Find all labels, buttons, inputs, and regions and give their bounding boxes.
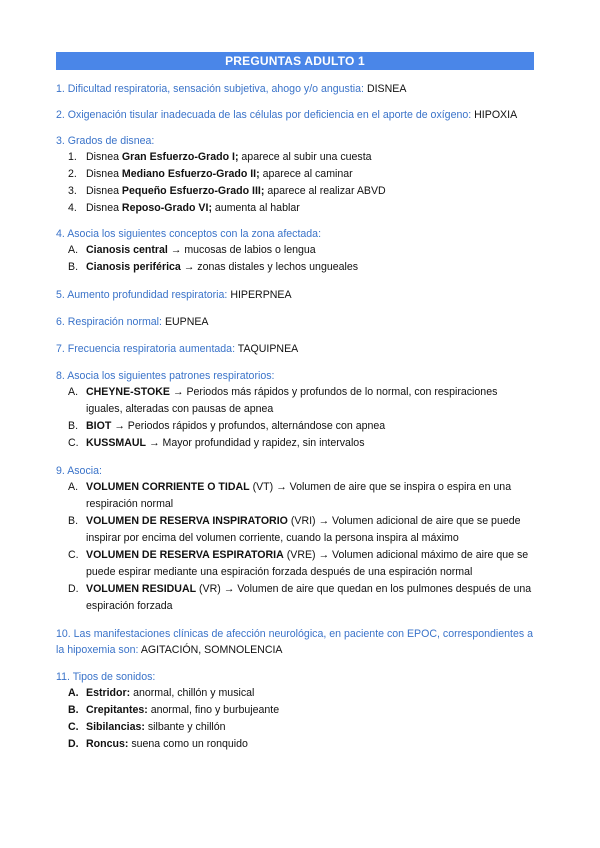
question-6 (56, 314, 534, 330)
item-description: anormal, fino y burbujeante (147, 704, 280, 716)
item-description: aparece al subir una cuesta (238, 151, 372, 163)
item-prefix: Disnea (86, 151, 122, 163)
list-item (56, 384, 534, 418)
list-item (56, 685, 534, 702)
item-term: Pequeño Esfuerzo-Grado III; (121, 185, 265, 197)
item-description: → zonas distales y lechos ungueales (180, 261, 359, 273)
list-item (56, 149, 534, 166)
list-marker: 1. (68, 151, 77, 163)
list-item (56, 702, 534, 719)
question-9 (56, 463, 534, 615)
question-6-text: 6. Respiración normal: (56, 316, 162, 328)
question-10 (56, 626, 534, 658)
item-term: Estridor: (86, 687, 131, 699)
question-1-text: 1. Dificultad respiratoria, sensación subjetiva, ahogo y/o angustia: (56, 83, 364, 95)
question-7-text: 7. Frecuencia respiratoria aumentada: (56, 343, 236, 355)
item-prefix: Disnea (86, 202, 122, 214)
question-6-answer: EUPNEA (164, 316, 209, 328)
item-term: Sibilancias: (86, 721, 145, 733)
list-item (56, 259, 534, 276)
question-7-answer: TAQUIPNEA (237, 343, 299, 355)
list-item (56, 183, 534, 200)
list-item (56, 435, 534, 452)
question-5-answer: HIPERPNEA (230, 289, 292, 301)
question-1-answer: DISNEA (366, 83, 407, 95)
item-prefix: Disnea (86, 185, 122, 197)
list-item (56, 719, 534, 736)
page-title: PREGUNTAS ADULTO 1 (56, 52, 534, 70)
question-4-list (56, 242, 534, 276)
list-item (56, 736, 534, 753)
question-7 (56, 341, 534, 357)
list-item (56, 166, 534, 183)
item-description: (VT) → Volumen de aire que se inspira o espira en una respiración normal (86, 481, 512, 510)
list-item (56, 513, 534, 547)
question-9-list (56, 479, 534, 615)
item-term: Mediano Esfuerzo-Grado II; (121, 168, 260, 180)
question-8 (56, 368, 534, 452)
item-term: Gran Esfuerzo-Grado I; (121, 151, 239, 163)
list-marker: A. (68, 687, 79, 699)
item-description: (VRE) → Volumen adicional máximo de aire que se puede espirar mediante una espiración forzada después de una espiración normal (86, 549, 529, 578)
list-marker: A. (68, 386, 79, 398)
question-5-text: 5. Aumento profundidad respiratoria: (56, 289, 228, 301)
item-term: Roncus: (86, 738, 129, 750)
list-item (56, 479, 534, 513)
question-11 (56, 669, 534, 753)
item-description: suena como un ronquido (128, 738, 248, 750)
list-marker: 3. (68, 185, 77, 197)
item-description: silbante y chillón (144, 721, 226, 733)
item-description: → Periodos más rápidos y profundos de lo normal, con respiraciones iguales, alteradas con pausas de apnea (86, 386, 498, 415)
question-8-text: 8. Asocia los siguientes patrones respiratorios: (56, 370, 275, 382)
item-description: → Mayor profundidad y rapidez, sin intervalos (146, 437, 365, 449)
item-term: VOLUMEN CORRIENTE O TIDAL (86, 481, 250, 493)
list-item (56, 242, 534, 259)
item-description: → mucosas de labios o lengua (167, 244, 316, 256)
list-marker: B. (68, 420, 79, 432)
list-marker: B. (68, 261, 79, 273)
question-1 (56, 81, 534, 97)
item-term: VOLUMEN RESIDUAL (86, 583, 197, 595)
question-4 (56, 226, 534, 276)
list-marker: A. (68, 481, 79, 493)
list-marker: C. (68, 437, 79, 449)
question-3-list (56, 149, 534, 217)
question-10-text: 10. Las manifestaciones clínicas de afección neurológica, en paciente con EPOC, correspondientes a la hipoxemia son: (56, 628, 534, 656)
document-page (56, 52, 534, 753)
list-marker: B. (68, 515, 79, 527)
list-marker: A. (68, 244, 79, 256)
list-item (56, 200, 534, 217)
question-2-answer: HIPOXIA (474, 109, 518, 121)
question-8-list (56, 384, 534, 452)
item-term: Cianosis central (86, 244, 168, 256)
question-3-text: 3. Grados de disnea: (56, 135, 155, 147)
question-11-list (56, 685, 534, 753)
item-description: → Periodos rápidos y profundos, alternándose con apnea (111, 420, 386, 432)
question-10-answer: AGITACIÓN, SOMNOLENCIA (140, 644, 283, 656)
item-description: aparece al realizar ABVD (264, 185, 386, 197)
item-description: aparece al caminar (259, 168, 353, 180)
item-description: anormal, chillón y musical (130, 687, 255, 699)
item-term: CHEYNE-STOKE (86, 386, 170, 398)
question-2 (56, 107, 534, 123)
item-term: VOLUMEN DE RESERVA INSPIRATORIO (86, 515, 288, 527)
question-4-text: 4. Asocia los siguientes conceptos con la zona afectada: (56, 228, 322, 240)
item-term: KUSSMAUL (86, 437, 147, 449)
item-term: BIOT (86, 420, 112, 432)
list-marker: C. (68, 549, 79, 561)
question-5 (56, 287, 534, 303)
item-term: VOLUMEN DE RESERVA ESPIRATORIA (86, 549, 284, 561)
list-item (56, 418, 534, 435)
item-term: Cianosis periférica (86, 261, 181, 273)
list-marker: B. (68, 704, 79, 716)
item-term: Reposo-Grado VI; (121, 202, 212, 214)
item-prefix: Disnea (86, 168, 122, 180)
item-description: aumenta al hablar (211, 202, 300, 214)
question-3 (56, 133, 534, 217)
question-11-text: 11. Tipos de sonidos: (56, 671, 156, 683)
question-2-text: 2. Oxigenación tisular inadecuada de las células por deficiencia en el aporte de oxígeno: (56, 109, 472, 121)
list-marker: 4. (68, 202, 77, 214)
list-marker: D. (68, 738, 79, 750)
list-item (56, 581, 534, 615)
list-marker: 2. (68, 168, 77, 180)
list-item (56, 547, 534, 581)
list-marker: C. (68, 721, 79, 733)
question-9-text: 9. Asocia: (56, 465, 102, 477)
item-description: (VR) → Volumen de aire que quedan en los pulmones después de una espiración forzada (86, 583, 532, 612)
list-marker: D. (68, 583, 79, 595)
item-description: (VRI) → Volumen adicional de aire que se puede inspirar por encima del volumen corriente, cuando la persona inspira al máximo (86, 515, 521, 544)
item-term: Crepitantes: (86, 704, 148, 716)
